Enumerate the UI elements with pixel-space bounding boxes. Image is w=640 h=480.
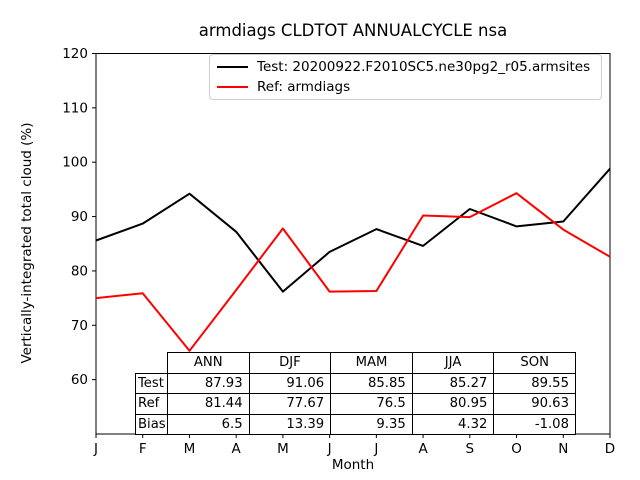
y-tick-label: 70	[70, 317, 88, 334]
cell-test-son: 89.55	[494, 373, 576, 394]
cell-ref-son: 90.63	[494, 394, 576, 415]
x-tick-label: M	[183, 441, 196, 457]
row-label-test: Test	[136, 373, 168, 394]
y-axis-label: Vertically-integrated total cloud (%)	[19, 122, 35, 364]
legend-label-ref: Ref: armdiags	[257, 79, 351, 95]
test-series-line	[96, 169, 610, 292]
cell-bias-son: -1.08	[494, 414, 576, 435]
y-axis-ticks	[62, 46, 96, 388]
cell-bias-ann: 6.5	[168, 414, 250, 435]
y-tick-label: 120	[62, 46, 88, 62]
cell-ref-djf: 77.67	[249, 394, 331, 415]
x-tick-label: A	[418, 441, 428, 457]
table-row	[136, 394, 576, 415]
col-header-jja: JJA	[412, 353, 494, 374]
y-tick-label: 60	[70, 372, 88, 389]
cell-bias-djf: 13.39	[249, 414, 331, 435]
ref-line-swatch	[217, 86, 248, 88]
cell-bias-jja: 4.32	[412, 414, 494, 435]
legend-entry-test	[217, 59, 601, 75]
legend	[209, 54, 602, 100]
ref-series-line	[96, 193, 610, 351]
cell-ref-ann: 81.44	[168, 394, 250, 415]
x-tick-label: J	[374, 441, 379, 457]
test-line-swatch	[217, 66, 248, 68]
table-row	[136, 373, 576, 394]
x-tick-label: N	[558, 441, 569, 457]
col-header-son: SON	[494, 353, 576, 374]
legend-label-test: Test: 20200922.F2010SC5.ne30pg2_r05.armsites	[257, 59, 591, 75]
x-tick-label: F	[138, 441, 147, 457]
table-corner-cell	[136, 353, 168, 374]
col-header-ann: ANN	[168, 353, 250, 374]
x-tick-label: O	[511, 441, 522, 457]
x-tick-label: S	[465, 441, 475, 457]
y-tick-label: 80	[70, 263, 88, 280]
chart-title: armdiags CLDTOT ANNUALCYCLE nsa	[198, 21, 508, 40]
y-tick-label: 110	[62, 100, 88, 117]
y-tick-label: 100	[62, 154, 88, 171]
cell-test-mam: 85.85	[331, 373, 413, 394]
cell-ref-jja: 80.95	[412, 394, 494, 415]
col-header-mam: MAM	[331, 353, 413, 374]
stats-table	[135, 352, 576, 435]
y-tick-label: 90	[70, 209, 88, 226]
cell-test-djf: 91.06	[249, 373, 331, 394]
cell-test-jja: 85.27	[412, 373, 494, 394]
x-axis-label: Month	[331, 457, 375, 473]
x-tick-label: J	[94, 441, 98, 457]
row-label-bias: Bias	[136, 414, 168, 435]
x-tick-label: A	[231, 441, 241, 457]
cell-test-ann: 87.93	[168, 373, 250, 394]
table-header-row	[136, 353, 576, 374]
cell-ref-mam: 76.5	[331, 394, 413, 415]
row-label-ref: Ref	[136, 394, 168, 415]
col-header-djf: DJF	[249, 353, 331, 374]
x-tick-label: M	[277, 441, 289, 457]
x-tick-label: D	[604, 441, 616, 457]
legend-entry-ref	[217, 79, 601, 95]
table-row	[136, 414, 576, 435]
cell-bias-mam: 9.35	[331, 414, 413, 435]
x-tick-label: J	[327, 441, 332, 457]
x-axis-ticks	[93, 434, 615, 457]
